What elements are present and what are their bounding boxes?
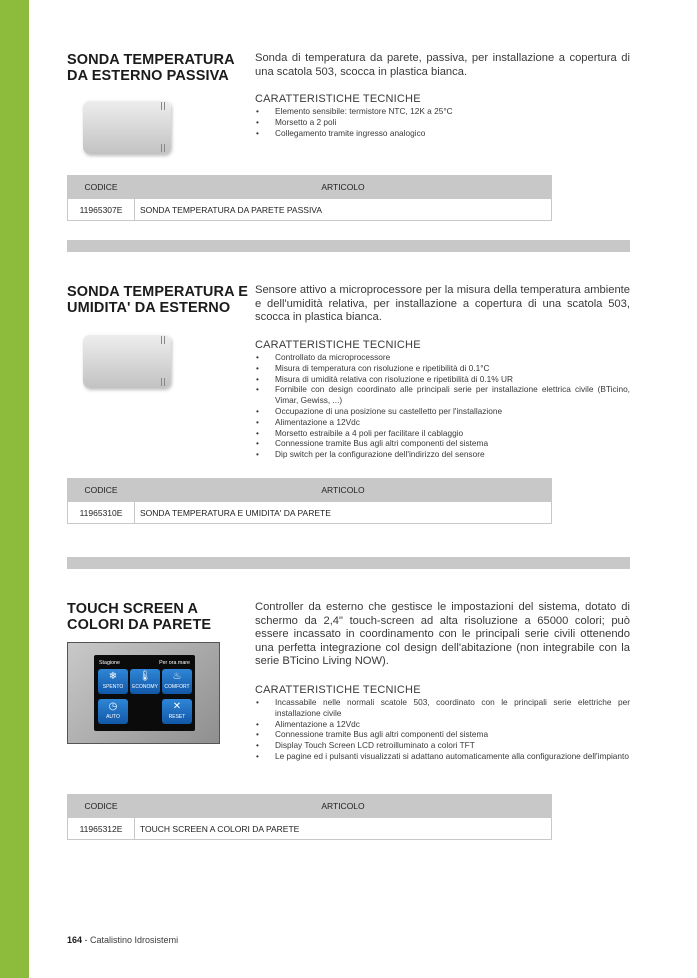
side-accent-bar	[0, 0, 29, 978]
product-title: TOUCH SCREEN A COLORI DA PARETE	[67, 601, 212, 633]
column-header-article: ARTICOLO	[135, 176, 552, 199]
screen-button-reset: ✕ RESET	[162, 699, 192, 724]
table-row	[68, 502, 552, 524]
column-header-code: CODICE	[68, 479, 135, 502]
thermometer-drop-icon: ♨	[172, 671, 182, 682]
snowflake-icon: ❄	[108, 671, 118, 682]
column-header-article: ARTICOLO	[135, 479, 552, 502]
footer-separator: -	[82, 935, 91, 945]
product-title: SONDA TEMPERATURA E UMIDITA' DA ESTERNO	[67, 284, 249, 316]
product-section-passive-probe	[67, 52, 630, 227]
clock-icon: ◷	[108, 701, 118, 712]
spec-item: • Fornibile con design coordinato alle principali serie per installazione elettrica civile (BTicino, Vimar, Gewiss, ...)	[255, 384, 630, 406]
spec-item: • Incassabile nelle normali scatole 503, coordinato con le principali serie elettriche per installazione civile	[255, 697, 630, 719]
specs-heading: CARATTERISTICHE TECNICHE	[255, 684, 421, 696]
screen-button-spento: ❄ SPENTO	[98, 669, 128, 694]
spec-item: • Occupazione di una posizione su castelletto per l'installazione	[255, 406, 630, 417]
screen-button-auto: ◷ AUTO	[98, 699, 128, 724]
product-photo-passive-probe	[67, 100, 187, 160]
spec-item: • Dip switch per la configurazione dell'indirizzo del sensore	[255, 449, 630, 460]
product-description: Controller da esterno che gestisce le impostazioni del sistema, dotato di schermo da 2,4" touch-screen ad alta risoluzione a 65000 colori; può essere incassato in coordinamento con le principali serie civili ottenendo una perfetta integrazione col design dell'abitazione (non integrabile con la serie BTicino Living NOW).	[255, 601, 630, 668]
specs-list	[255, 352, 630, 460]
screen-button-comfort: ♨ COMFORT	[162, 669, 192, 694]
spec-item: • Morsetto estraibile a 4 poli per facilitare il cablaggio	[255, 428, 630, 439]
product-section-temp-humidity	[67, 284, 630, 529]
column-header-article: ARTICOLO	[135, 795, 552, 818]
section-divider	[67, 557, 630, 569]
article-code: 11965310E	[68, 502, 135, 524]
article-table	[67, 794, 552, 840]
product-description: Sensore attivo a microprocessore per la misura della temperatura ambiente e dell'umidità relativa, per installazione a copertura di una scatola 503, scocca in plastica bianca.	[255, 284, 630, 324]
page-footer	[67, 935, 178, 945]
article-table	[67, 478, 552, 524]
product-photo-temp-humidity	[67, 334, 187, 394]
thermometer-icon: 🌡	[138, 671, 152, 682]
screen-button-economy: 🌡 ECONOMY	[130, 669, 160, 694]
article-table	[67, 175, 552, 221]
screen-header-right: Per ora mare	[159, 660, 190, 666]
spec-item: • Elemento sensibile: termistore NTC, 12K a 25°C	[255, 106, 630, 117]
specs-list	[255, 106, 630, 138]
touch-screen-display	[97, 659, 192, 728]
article-name: SONDA TEMPERATURA DA PARETE PASSIVA	[135, 199, 552, 221]
page-number: 164	[67, 935, 83, 945]
column-header-code: CODICE	[68, 795, 135, 818]
product-description: Sonda di temperatura da parete, passiva, per installazione a copertura di una scatola 503, scocca in plastica bianca.	[255, 52, 630, 78]
article-name: SONDA TEMPERATURA E UMIDITA' DA PARETE	[135, 502, 552, 524]
spec-item: • Morsetto a 2 poli	[255, 117, 630, 128]
spec-item: • Le pagine ed i pulsanti visualizzati si adattano automaticamente alla configurazione dell'impianto	[255, 751, 630, 762]
spec-item: • Controllato da microprocessore	[255, 352, 630, 363]
spec-item: • Misura di umidità relativa con risoluzione e ripetibilità di 0.1% UR	[255, 374, 630, 385]
product-photo-touch-screen	[67, 642, 220, 744]
product-section-touch-screen	[67, 601, 630, 846]
article-name: TOUCH SCREEN A COLORI DA PARETE	[135, 818, 552, 840]
screen-header-left: Stagione	[99, 660, 120, 666]
catalog-name: Catalistino Idrosistemi	[90, 935, 179, 945]
spec-item: • Display Touch Screen LCD retroilluminato a colori TFT	[255, 740, 630, 751]
specs-heading: CARATTERISTICHE TECNICHE	[255, 93, 421, 105]
spec-item: • Collegamento tramite ingresso analogico	[255, 128, 630, 139]
close-icon: ✕	[172, 701, 182, 712]
article-code: 11965312E	[68, 818, 135, 840]
table-row	[68, 818, 552, 840]
spec-item: • Connessione tramite Bus agli altri componenti del sistema	[255, 438, 630, 449]
spec-item: • Alimentazione a 12Vdc	[255, 417, 630, 428]
spec-item: • Alimentazione a 12Vdc	[255, 719, 630, 730]
spec-item: • Connessione tramite Bus agli altri componenti del sistema	[255, 729, 630, 740]
section-divider	[67, 240, 630, 252]
specs-list	[255, 697, 630, 762]
article-code: 11965307E	[68, 199, 135, 221]
product-title: SONDA TEMPERATURA DA ESTERNO PASSIVA	[67, 52, 235, 84]
column-header-code: CODICE	[68, 176, 135, 199]
spec-item: • Misura di temperatura con risoluzione e ripetibilità di 0.1°C	[255, 363, 630, 374]
specs-heading: CARATTERISTICHE TECNICHE	[255, 339, 421, 351]
table-row	[68, 199, 552, 221]
